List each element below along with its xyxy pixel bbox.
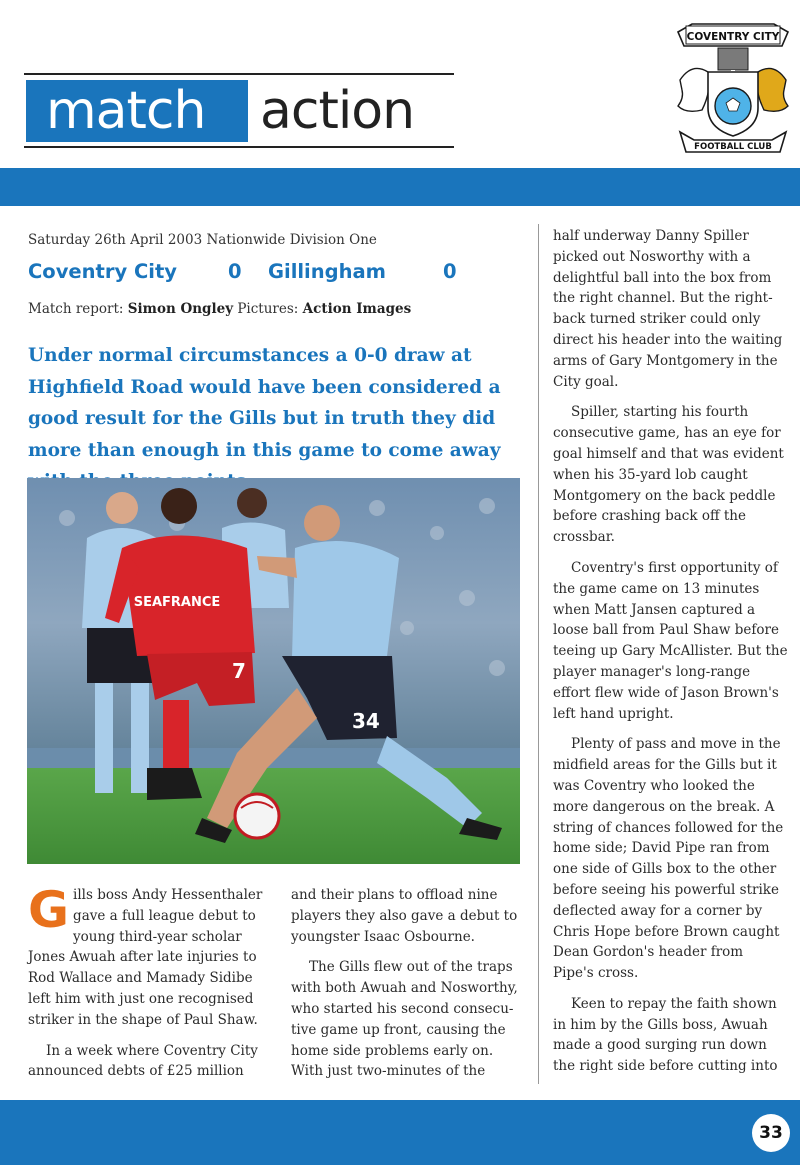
crest-top-text: COVENTRY CITY bbox=[686, 31, 780, 43]
dropcap: G bbox=[28, 881, 70, 939]
article-paragraph: Plenty of pass and move in the midfield areas for the Gills but it was Coventry who looked the more dangerous on the break. A string of chances followed for the home side; David Pipe ran from one side of Gills box to the other before seeing his powerful strike deflected away for a corner by Chris Hope before Brown caught Dean Gordon's header from Pipe's cross. bbox=[553, 736, 784, 982]
report-label: Match report: bbox=[28, 301, 124, 317]
article-column-1 bbox=[28, 881, 268, 1092]
home-team: Coventry City bbox=[28, 260, 177, 283]
article-paragraph: half underway Danny Spiller picked out Nosworthy with a delightful ball into the box from the right channel. But the right-back turned striker could only direct his header into the waiting arms of Gary Montgomery in the City goal. bbox=[553, 228, 783, 390]
report-author: Simon Ongley bbox=[127, 301, 234, 317]
intro-standfirst: Under normal circumstances a 0-0 draw at Highfield Road would have been considered a good result for the Gills but in truth they did more than enough in this game to come away bbox=[28, 345, 501, 461]
footer-band bbox=[0, 1100, 800, 1165]
section-title-action: action bbox=[260, 81, 415, 141]
article-paragraph: Keen to repay the faith shown in him by the Gills boss, Awuah made a good surging run down the right side before cutting into bbox=[553, 995, 778, 1075]
article-paragraph: The Gills flew out of the traps with both Awuah and Nosworthy, who started his second consecu-tive game up front, causing the home side problems early on. With just two-minutes of the bbox=[291, 959, 518, 1080]
header-rule-bottom bbox=[24, 146, 454, 148]
photo-shirt-sponsor: SEAFRANCE bbox=[133, 595, 221, 610]
article-paragraph: Spiller, starting his fourth consecutive game, has an eye for goal himself and that was evident when his 35-yard lob caught Montgomery on the back peddle before crashing back off the crossbar. bbox=[553, 404, 784, 546]
pictures-label: Pictures: bbox=[237, 301, 299, 317]
credits-line bbox=[28, 301, 411, 317]
article-paragraph: Coventry's first opportunity of the game came on 13 minutes when Matt Jansen captured a loose ball from Paul Shaw before teeing up Gary McAllister. But the player manager's long-range effort flew wide of Jason Brown's left hand upright. bbox=[553, 559, 788, 722]
page-number: 33 bbox=[752, 1114, 790, 1152]
match-date-line: Saturday 26th April 2003 Nationwide Division One bbox=[28, 232, 377, 248]
pictures-credit: Action Images bbox=[302, 301, 412, 317]
article-column-2 bbox=[291, 885, 523, 1092]
away-team: Gillingham bbox=[268, 260, 386, 283]
photo-number-blue: 34 bbox=[352, 709, 380, 733]
crest-bottom-text: FOOTBALL CLUB bbox=[694, 142, 772, 152]
header-rule-top bbox=[24, 73, 454, 75]
header-band bbox=[0, 168, 800, 206]
away-score: 0 bbox=[443, 260, 457, 283]
scoreline bbox=[28, 260, 457, 283]
article-paragraph: ills boss Andy Hessenthaler gave a full league debut to young third-year scholar Jones Awuah after late injuries to Rod Wallace and Mamady Sidibe left him with just one recognised striker in the shape of Paul Shaw. bbox=[28, 887, 263, 1028]
section-title-match: match bbox=[46, 81, 206, 141]
article-paragraph: and their plans to offload nine players they also gave a debut to youngster Isaac Osbourne. bbox=[291, 887, 518, 945]
home-score: 0 bbox=[228, 260, 242, 283]
coventry-city-crest-icon bbox=[672, 10, 794, 160]
match-action-photo bbox=[27, 478, 520, 864]
article-column-3 bbox=[553, 226, 788, 1087]
photo-number-red: 7 bbox=[232, 659, 246, 683]
article-paragraph: In a week where Coventry City announced debts of £25 million bbox=[28, 1042, 258, 1080]
column-divider bbox=[538, 224, 539, 1084]
